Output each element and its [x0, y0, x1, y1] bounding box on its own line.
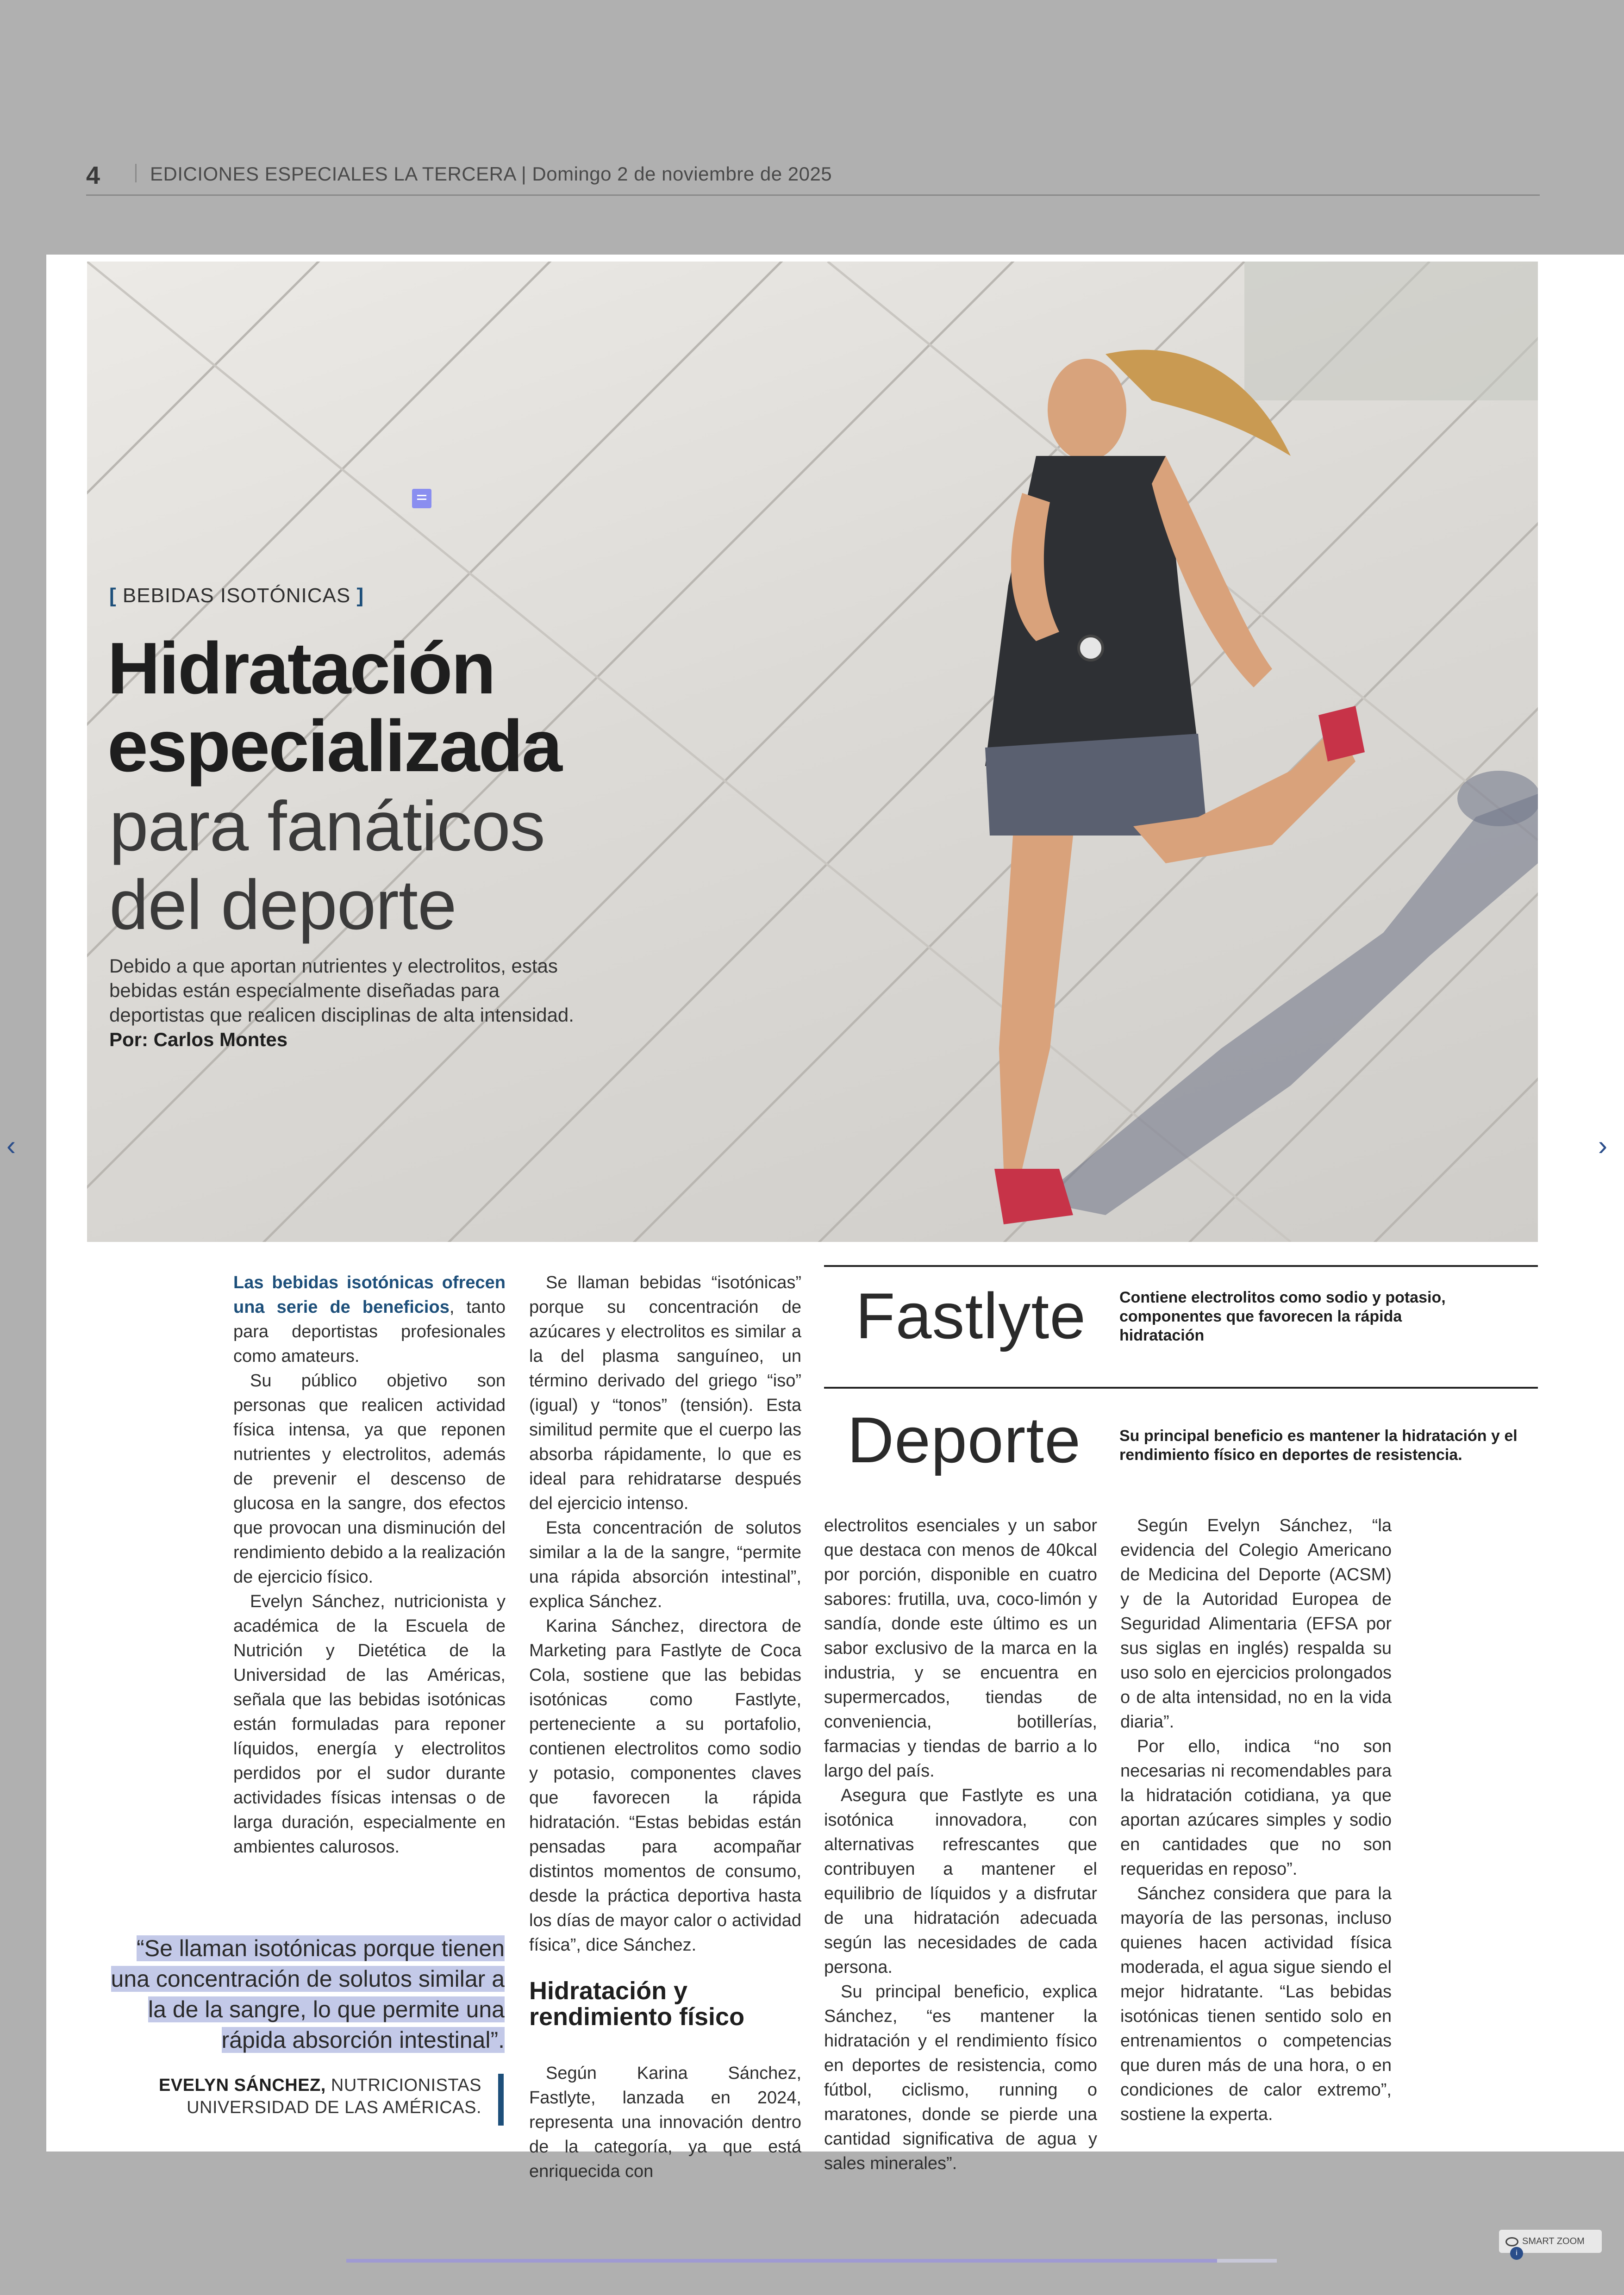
header-divider [135, 164, 137, 182]
paragraph: Sánchez considera que para la mayoría de las personas, incluso quienes hacen actividad física moderada, el agua sigue siendo el mejor hidratante. “Las bebidas isotónicas tienen sentido solo en entrenamientos o competencias que duren más de una hora, o en condiciones de calor extremo”, sostiene la experta. [1120, 1884, 1392, 2124]
headline-bold: Hidratación especializada [107, 628, 561, 787]
smart-zoom-button[interactable] [1499, 2230, 1602, 2257]
lead-text: Las bebidas isotónicas ofrecen una serie de beneficios [233, 1273, 506, 1317]
paragraph [233, 1271, 506, 1369]
reading-progress-fill [346, 2259, 1217, 2263]
comment-note-icon[interactable] [412, 489, 431, 508]
dek-text: Debido a que aportan nutrientes y electrolitos, estas bebidas están especialmente diseñadas para deportistas que realicen disciplinas de alta intensidad. [109, 955, 574, 1026]
subheading: Hidratación y rendimiento físico [529, 1977, 745, 2031]
paragraph: electrolitos esenciales y un sabor que destaca con menos de 40kcal por porción, disponible en cuatro sabores: frutilla, uva, coco-limón y sandía, donde este último es un sabor exclusivo de la marca en la industria, y se encuentra en supermercados, tiendas de conveniencia, botillerías, farmacias y tiendas de barrio a lo largo del país. [824, 1516, 1097, 1781]
paragraph: Su público objetivo son personas que realicen actividad física intensa, ya que reponen nutrientes y electrolitos, además de prevenir el descenso de glucosa en la sangre, dos efectos que provocan una disminución del rendimiento debido a la realización de ejercicio físico. [233, 1371, 506, 1587]
pull-quote-text[interactable]: “Se llaman isotónicas porque tienen una concentración de solutos similar a la de la sangre, lo que permite una rápida absorción intestinal”. [111, 1935, 505, 2053]
smart-zoom-label: SMART ZOOM [1522, 2236, 1585, 2246]
kicker-text: BEBIDAS ISOTÓNICAS [116, 584, 357, 607]
lead-rest: , tanto para deportistas profesionales como amateurs. [233, 1297, 506, 1366]
article-column-1 [233, 1271, 506, 1859]
quote-accent-bar [498, 2074, 504, 2126]
article-column-4 [1120, 1514, 1392, 2127]
fact-rule-middle [824, 1387, 1538, 1389]
prev-page-arrow-icon[interactable]: ‹ [6, 1130, 16, 1161]
article-column-2 [529, 1271, 801, 1958]
fact-description-fastlyte: Contiene electrolitos como sodio y potasio, componentes que favorecen la rápida hidratación [1119, 1289, 1446, 1344]
page-header [86, 157, 1540, 196]
article-column-2-continued [529, 2061, 801, 2184]
paragraph: Por ello, indica “no son necesarias ni recomendables para la hidratación cotidiana, ya que aportan azúcares simples y sodio en cantidades que no son requeridas en reposo”. [1120, 1737, 1392, 1879]
byline: Por: Carlos Montes [109, 1029, 288, 1050]
pull-quote[interactable] [109, 1933, 505, 2055]
info-badge-icon: i [1510, 2247, 1523, 2260]
article-column-3 [824, 1514, 1097, 2176]
paragraph: Asegura que Fastlyte es una isotónica innovadora, con alternativas refrescantes que contribuyen a mantener el equilibrio de líquidos y a disfrutar de una hidratación adecuada según las necesidades de cada persona. [824, 1786, 1097, 1977]
page-number: 4 [86, 162, 100, 189]
kicker-bracket-open: [ [109, 584, 117, 607]
paragraph: Su principal beneficio, explica Sánchez, “es mantener la hidratación y el rendimiento físico en deportes de resistencia, como fútbol, ciclismo, running o maratones, donde se pierde una cantidad significativa de agua y sales minerales”. [824, 1982, 1097, 2173]
paragraph: Según Evelyn Sánchez, “la evidencia del Colegio Americano de Medicina del Deporte (ACSM) y de la Autoridad Europea de Seguridad Alimentaria (EFSA por sus siglas en inglés) respalda su uso solo en ejercicios prolongados o de alta intensidad, no en la vida diaria”. [1120, 1516, 1392, 1732]
paragraph: Evelyn Sánchez, nutricionista y académica de la Escuela de Nutrición y Dietética de la Universidad de las Américas, señala que las bebidas isotónicas están formuladas para reponer líquidos, energía y electrolitos perdidos por el sudor durante actividades físicas intensas o de larga duración, especialmente en ambientes calurosos. [233, 1592, 506, 1857]
article-dek [109, 954, 591, 1052]
quote-attribution [139, 2074, 481, 2119]
section-kicker [109, 584, 364, 607]
fact-keyword-fastlyte: Fastlyte [856, 1279, 1087, 1352]
paragraph: Se llaman bebidas “isotónicas” porque su concentración de azúcares y electrolitos es similar a la del plasma sanguíneo, un término derivado del griego “iso” (igual) y “tonos” (tensión). Esta similitud permite que el cuerpo las absorba rápidamente, lo que es ideal para rehidratarse después del ejercicio intenso. [529, 1273, 801, 1513]
paragraph: Según Karina Sánchez, Fastlyte, lanzada en 2024, representa una innovación dentro de la categoría, ya que está enriquecida con [529, 2064, 801, 2181]
edition-label: EDICIONES ESPECIALES LA TERCERA | Domingo 2 de noviembre de 2025 [150, 163, 832, 185]
fact-rule-top [824, 1265, 1538, 1267]
paragraph: Esta concentración de solutos similar a la de la sangre, “permite una rápida absorción intestinal”, explica Sánchez. [529, 1518, 801, 1611]
fact-keyword-deporte: Deporte [847, 1403, 1081, 1476]
kicker-bracket-close: ] [356, 584, 364, 607]
paragraph: Karina Sánchez, directora de Marketing para Fastlyte de Coca Cola, sostiene que las bebidas isotónicas como Fastlyte, perteneciente a su portafolio, contienen electrolitos como sodio y potasio, componentes claves que favorecen la rápida hidratación. “Estas bebidas están pensadas para acompañar distintos momentos de consumo, desde la práctica deportiva hasta los días de mayor calor o actividad física”, dice Sánchez. [529, 1616, 801, 1955]
next-page-arrow-icon[interactable]: › [1598, 1130, 1607, 1161]
fact-description-deporte: Su principal beneficio es mantener la hidratación y el rendimiento físico en deportes de resistencia. [1119, 1427, 1518, 1464]
quote-name: EVELYN SÁNCHEZ, [159, 2076, 326, 2095]
eye-icon [1505, 2237, 1518, 2246]
quote-role: NUTRICIONISTAS UNIVERSIDAD DE LAS AMÉRICAS. [187, 2076, 481, 2117]
headline-light: para fanáticos del deporte [109, 787, 545, 944]
